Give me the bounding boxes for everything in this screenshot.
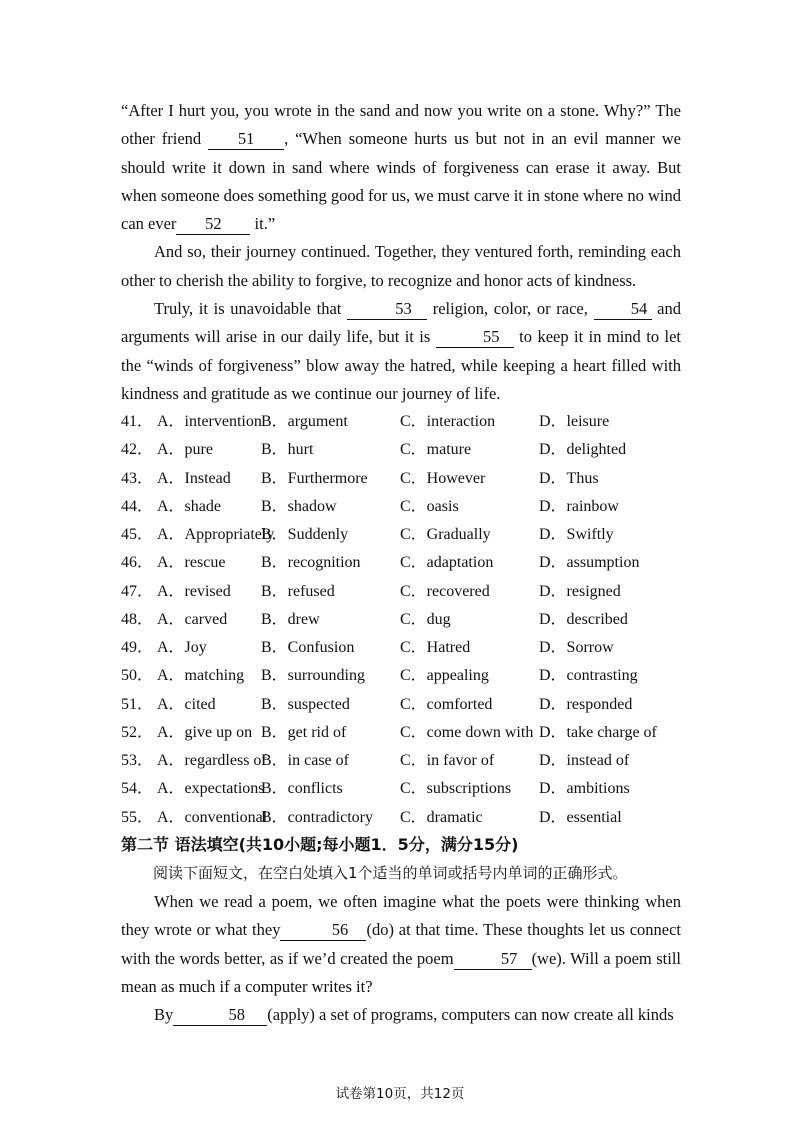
option-a: A．Joy: [157, 639, 207, 656]
option-a: A．matching: [157, 667, 245, 685]
option-a: A．give up on: [157, 723, 253, 741]
option-b: B．refused: [261, 582, 335, 600]
blank-55: 55: [436, 327, 514, 348]
question-row: [121, 465, 691, 493]
option-c: C．comforted: [400, 695, 493, 713]
option-d: D．ambitions: [539, 780, 630, 798]
option-a: A．intervention: [157, 413, 262, 430]
option-c: C．come down with: [400, 723, 534, 741]
grammar-passage: [121, 888, 681, 1029]
question-row: [121, 521, 691, 549]
option-c: C．oasis: [400, 497, 459, 515]
option-c: C．appealing: [400, 667, 489, 685]
question-row: [121, 747, 691, 775]
question-row: [121, 804, 691, 832]
question-row: [121, 578, 691, 606]
question-number: 54．: [121, 780, 154, 798]
option-a: A．carved: [157, 610, 228, 628]
option-a: A．shade: [157, 497, 221, 515]
question-number: 47．: [121, 582, 154, 600]
passage-paragraph-1: “After I hurt you, you wrote in the sand and now you write on a stone. Why?” The other friend 51 , “When someone hurts us but not in an evil manner we should write it down in sand where winds of forgiveness can erase it away. But when someone does something good for us, we must carve it in stone where no wind can ever 52 it.”: [121, 101, 681, 234]
question-row: [121, 634, 691, 662]
question-row: [121, 436, 691, 464]
question-row: [121, 606, 691, 634]
option-c: C．interaction: [400, 413, 496, 430]
option-c: C．However: [400, 469, 486, 487]
answer-options-list: [121, 408, 691, 832]
option-c: C．mature: [400, 441, 472, 459]
question-number: 43．: [121, 469, 154, 487]
question-number: 48．: [121, 610, 154, 628]
option-b: B．contradictory: [261, 808, 373, 826]
option-b: B．recognition: [261, 554, 361, 572]
question-number: 51．: [121, 695, 154, 713]
option-b: B．suspected: [261, 695, 350, 713]
grammar-paragraph-2: By 58 (apply) a set of programs, computers can now create all kinds: [154, 1005, 674, 1025]
question-row: [121, 775, 691, 803]
option-d: D．rainbow: [539, 497, 619, 515]
passage-paragraph-2: And so, their journey continued. Together, they ventured forth, reminding each other to cherish the ability to forgive, to recognize and honor acts of kindness.: [121, 242, 681, 290]
option-b: B．argument: [261, 413, 348, 430]
option-c: C．subscriptions: [400, 780, 512, 798]
blank-57: 57: [454, 949, 532, 970]
option-a: A．rescue: [157, 554, 226, 572]
question-row: [121, 408, 691, 436]
question-row: [121, 493, 691, 521]
option-d: D．Sorrow: [539, 639, 614, 656]
question-number: 50．: [121, 667, 154, 685]
question-number: 42．: [121, 441, 154, 459]
option-d: D．take charge of: [539, 723, 657, 741]
option-a: A．pure: [157, 441, 213, 459]
option-d: D．Swiftly: [539, 526, 614, 543]
question-number: 52．: [121, 723, 154, 741]
option-c: C．adaptation: [400, 554, 494, 572]
blank-56: 56: [280, 920, 366, 941]
passage-paragraph-3: Truly, it is unavoidable that 53 religion, color, or race, 54 and arguments will arise in our daily life, but it is 55 to keep it in mind to let the “winds of forgiveness” blow away the hatred, while keeping a heart filled with kindness and gratitude as we continue our journey of life.: [121, 299, 682, 403]
option-d: D．instead of: [539, 752, 630, 769]
option-d: D．assumption: [539, 554, 640, 572]
option-b: B．Confusion: [261, 639, 355, 656]
option-c: C．in favor of: [400, 752, 495, 769]
question-number: 45．: [121, 526, 154, 543]
option-c: C．dramatic: [400, 808, 483, 826]
option-b: B．drew: [261, 610, 320, 628]
question-number: 53．: [121, 752, 154, 769]
option-c: C．Gradually: [400, 526, 491, 543]
blank-53: 53: [347, 299, 427, 320]
question-number: 41．: [121, 413, 154, 430]
blank-54: 54: [594, 299, 652, 320]
option-d: D．delighted: [539, 441, 627, 459]
blank-51: 51: [208, 129, 284, 150]
option-b: B．surrounding: [261, 667, 366, 685]
question-number: 46．: [121, 554, 154, 572]
question-row: [121, 719, 691, 747]
option-b: B．in case of: [261, 752, 349, 769]
option-d: D．resigned: [539, 582, 621, 600]
option-c: C．recovered: [400, 582, 490, 600]
grammar-paragraph-1: When we read a poem, we often imagine what the poets were thinking when they wrote or what they 56 (do) at that time. These thoughts let us connect with the words better, as if we’d created the poem 57 (we). Will a poem still mean as much if a computer writes it?: [121, 892, 682, 996]
option-c: C．Hatred: [400, 639, 471, 656]
option-a: A．Instead: [157, 469, 231, 487]
section-instruction: 阅读下面短文，在空白处填入1个适当的单词或括号内单词的正确形式。: [153, 864, 628, 882]
question-number: 55．: [121, 808, 154, 826]
option-b: B．Suddenly: [261, 526, 349, 543]
blank-58: 58: [173, 1005, 267, 1026]
question-number: 44．: [121, 497, 154, 515]
option-c: C．dug: [400, 610, 451, 628]
option-a: A．Appropriately: [157, 526, 275, 543]
option-a: A．expectations: [157, 780, 265, 798]
question-row: [121, 691, 691, 719]
option-d: D．leisure: [539, 413, 610, 430]
option-a: A．regardless of: [157, 752, 267, 769]
option-d: D．Thus: [539, 469, 599, 487]
option-d: D．responded: [539, 695, 633, 713]
option-b: B．hurt: [261, 441, 314, 459]
question-row: [121, 662, 691, 690]
option-b: B．Furthermore: [261, 469, 368, 487]
option-b: B．conflicts: [261, 780, 343, 798]
page-footer: 试卷第10页，共12页: [335, 1086, 465, 1102]
option-d: D．essential: [539, 808, 622, 826]
section-title: 第二节 语法填空(共10小题;每小题1．5分，满分15分): [121, 835, 519, 854]
option-a: A．conventional: [157, 808, 268, 826]
option-d: D．contrasting: [539, 667, 638, 685]
reading-passage: [121, 97, 681, 408]
question-number: 49．: [121, 639, 154, 656]
option-b: B．shadow: [261, 497, 337, 515]
option-b: B．get rid of: [261, 723, 347, 741]
option-a: A．revised: [157, 582, 231, 600]
option-a: A．cited: [157, 695, 216, 713]
option-d: D．described: [539, 610, 628, 628]
blank-52: 52: [176, 214, 250, 235]
question-row: [121, 549, 691, 577]
